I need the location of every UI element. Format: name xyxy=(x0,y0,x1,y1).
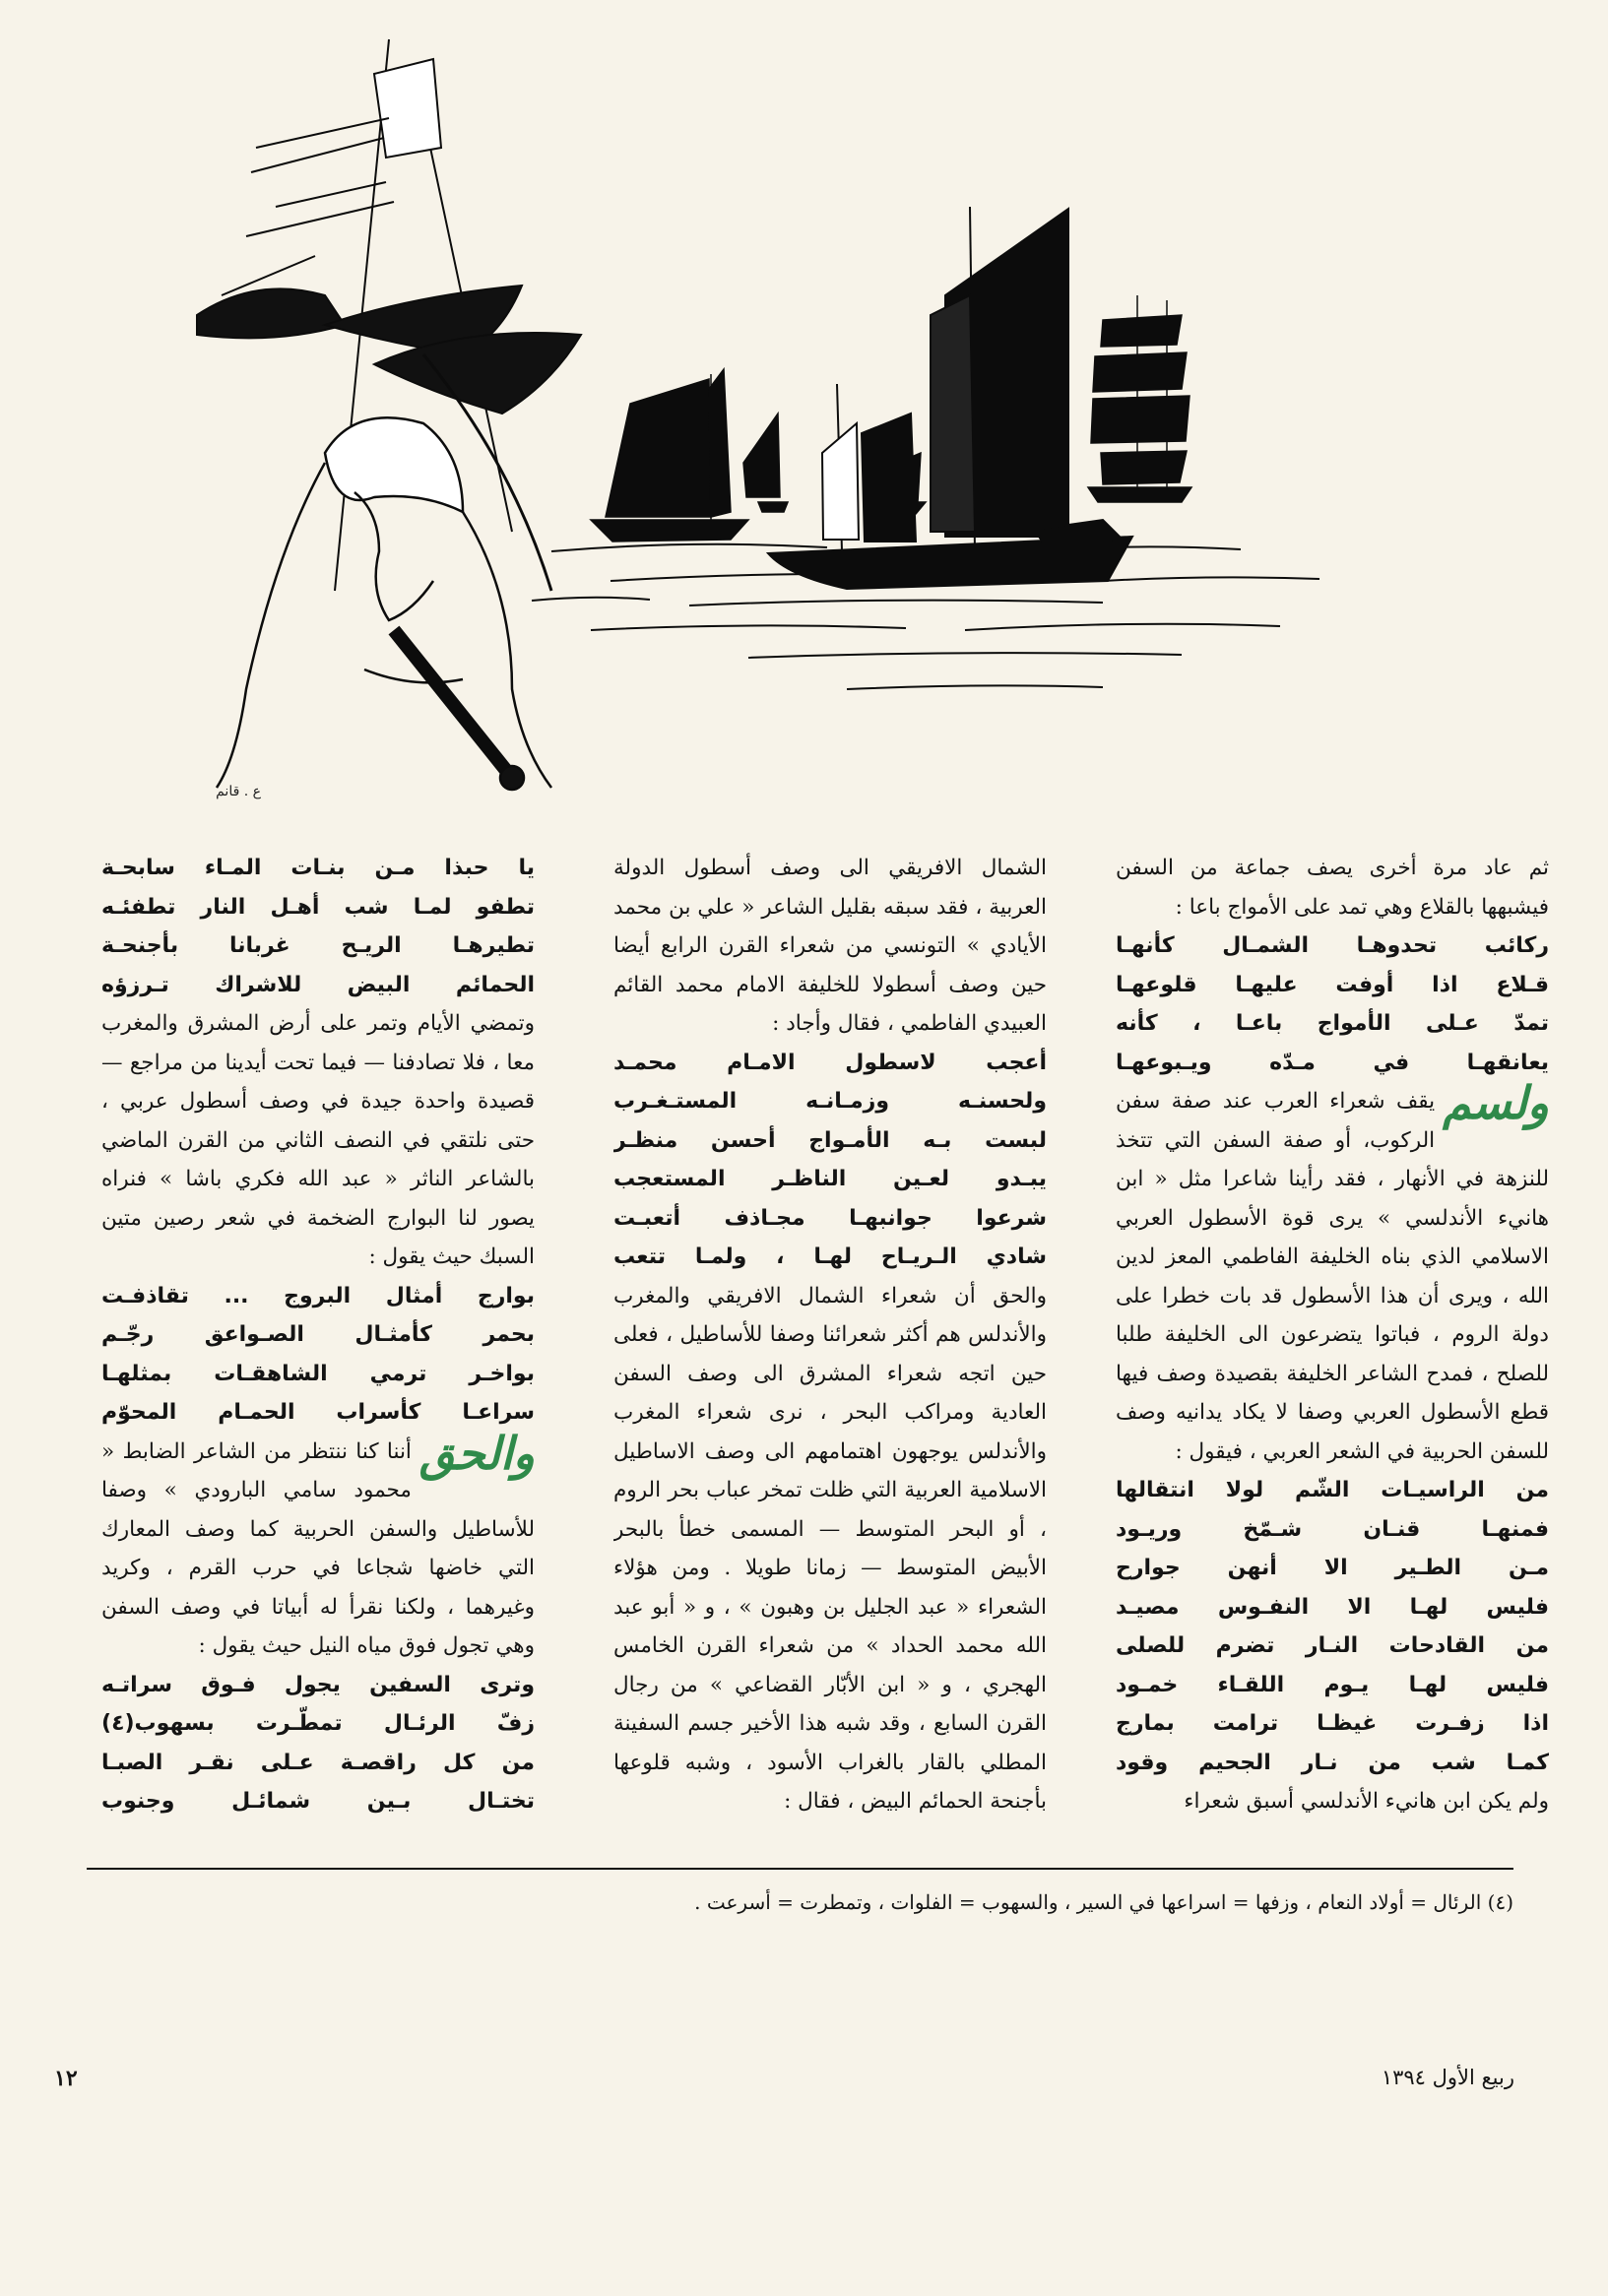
verse-text: من القادحات النـار تضرم للصلى xyxy=(1116,1633,1549,1658)
poem-verse xyxy=(101,926,535,966)
junk-ship-main xyxy=(768,207,1132,589)
verse-text: تمدّ عـلى الأمواج باعـا ، كأنه xyxy=(1116,1011,1549,1036)
verse-text: الحمائم البيض للاشراك تـرزؤه xyxy=(101,972,535,997)
poem-verse xyxy=(1116,1549,1549,1588)
footnote: (٤) الرئال = أولاد النعام ، وزفها = اسراعها في السير ، والسهوب = الفلوات ، وتمطرت = أسرعت . xyxy=(694,1890,1513,1914)
poem-verse xyxy=(1116,1744,1549,1783)
poem-verse xyxy=(1116,1044,1549,1083)
poem-verse xyxy=(1116,1004,1549,1044)
verse-text: يعانقهـا في مـدّه ويـبوعهـا xyxy=(1116,1050,1549,1075)
verse-text: من الراسيـات الشّم لولا انتقالها xyxy=(1116,1478,1549,1502)
drop-cap: والحق xyxy=(418,1426,535,1480)
poem-verse xyxy=(613,1121,1047,1161)
poem-verse xyxy=(101,966,535,1005)
verse-text: تطفو لمـا شب أهـل النار تطفئـه xyxy=(101,894,535,920)
drop-cap: ولسم xyxy=(1443,1076,1549,1129)
ships-illustration xyxy=(0,0,1608,807)
paragraph xyxy=(1116,1782,1549,1821)
verse-text: شادي الـريـاح لهـا ، ولمـا تتعب xyxy=(613,1244,1047,1269)
poem-verse xyxy=(101,1704,535,1744)
page-number: ١٢ xyxy=(54,2066,78,2091)
verse-text: بواخـر ترمي الشاهقـات بمثلهـا xyxy=(101,1361,535,1386)
paragraph xyxy=(101,1004,535,1277)
poem-verse xyxy=(613,1044,1047,1083)
poem-verse xyxy=(1116,1666,1549,1705)
verse-text: بوارج أمثال البروج ... تقاذفـت xyxy=(101,1283,535,1308)
verse-text: لبست بـه الأمـواج أحسن منظـر xyxy=(613,1127,1047,1153)
verse-text: وترى السفين يجول فـوق سراتـه xyxy=(101,1672,535,1697)
paragraph xyxy=(613,849,1047,1044)
verse-text: اذا زفـرت غيظـا ترامت بمارج xyxy=(1116,1711,1549,1736)
poem-verse xyxy=(613,1160,1047,1199)
verse-text: قـلاع اذا أوفت عليهـا قلوعهـا xyxy=(1116,972,1549,997)
distant-ship xyxy=(1088,295,1191,502)
poem-verse xyxy=(1116,1626,1549,1666)
poem-verse xyxy=(1116,1471,1549,1510)
verse-text: أعجب لاسطول الامـام محمـد xyxy=(613,1050,1047,1075)
illustration-signature: ع . قانم xyxy=(216,784,261,799)
poem-verse xyxy=(101,1744,535,1783)
paragraph-text: ولم يكن ابن هانيء الأندلسي أسبق شعراء xyxy=(1184,1789,1549,1814)
verse-text: سراعـا كأسراب الحمـام المحوّم xyxy=(101,1400,535,1425)
poem-verse xyxy=(1116,1588,1549,1627)
paragraph xyxy=(613,1277,1047,1821)
poem-verse xyxy=(613,1082,1047,1121)
issue-date: ربيع الأول ١٣٩٤ xyxy=(1381,2066,1514,2089)
paragraph xyxy=(101,1426,535,1666)
verse-text: شرعوا جوانبهـا مجـاذف أتعبـت xyxy=(613,1205,1047,1231)
poem-verse xyxy=(613,1238,1047,1277)
verse-text: كمـا شب من نـار الجحيم وقود xyxy=(1116,1750,1549,1775)
verse-text: تختـال بـين شمائـل وجنوب xyxy=(101,1789,535,1814)
poem-verse xyxy=(1116,1704,1549,1744)
poem-verse xyxy=(1116,966,1549,1005)
poem-verse xyxy=(613,1199,1047,1239)
poem-verse xyxy=(101,1277,535,1316)
poem-verse xyxy=(1116,926,1549,966)
paragraph-text: الشمال الافريقي الى وصف أسطول الدولة العربية ، فقد سبقه بقليل الشاعر « علي بن محمد الأيادي » التونسي من شعراء القرن الرابع أيضا حين وصف أسطولا للخليفة الامام محمد القائم العبيدي الفاطمي ، فقال وأجاد : xyxy=(613,856,1047,1036)
poem-verse xyxy=(101,1782,535,1821)
verse-text: ركائب تحدوهـا الشمـال كأنهـا xyxy=(1116,933,1549,958)
verse-text: فليس لهـا الا النفـوس مصيـد xyxy=(1116,1594,1549,1620)
verse-text: بحمر كأمثـال الصـواعق رجّـم xyxy=(101,1322,535,1347)
poem-verse xyxy=(101,1315,535,1355)
paragraph-text: أننا كنا ننتظر من الشاعر الضابط « محمود سامي البارودي » وصفا للأساطيل والسفن الحربية كما وصف المعارك التي خاضها شجاعا في حرب القرم ، وكريد وغيرهما ، ولكنا نقرأ له أبياتا في وصف السفن وهي تجول فوق مياه النيل حيث يقول : xyxy=(101,1438,535,1658)
column-middle xyxy=(613,849,1047,2296)
column-left xyxy=(101,849,535,2296)
paragraph xyxy=(1116,849,1549,926)
paragraph-text: وتمضي الأيام وتمر على أرض المشرق والمغرب معا ، فلا تصادفنا — فيما تحت أيدينا من مراجع — قصيدة واحدة جيدة في وصف أسطول عربي ، حتى نلتقي في النصف الثاني من القرن الماضي بالشاعر الناثر « عبد الله فكري باشا » فنراه يصور لنا البوارج الضخمة في شعر رصين متين السبك حيث يقول : xyxy=(101,1011,535,1269)
verse-text: فمنهـا قنـان شـمّخ وريـود xyxy=(1116,1516,1549,1542)
poem-verse xyxy=(1116,1510,1549,1550)
poem-verse xyxy=(101,1393,535,1433)
verse-text: يبـدو لعـين الناظـر المستعجب xyxy=(613,1167,1047,1191)
paragraph xyxy=(1116,1076,1549,1471)
paragraph-text: والحق أن شعراء الشمال الافريقي والمغرب والأندلس هم أكثر شعرائنا وصفا للأساطيل ، فعلى حين اتجه شعراء المشرق الى وصف السفن العادية ومراكب البحر ، نرى شعراء المغرب والأندلس يوجهون اهتمامهم الى وصف الاساطيل الاسلامية العربية التي ظلت تمخر عباب بحر الروم ، أو البحر المتوسط — المسمى خطأ بالبحر الأبيض المتوسط — زمانا طويلا . ومن هؤلاء الشعراء « عبد الجليل بن وهبون » ، و « أبو عبد الله محمد الحداد » من شعراء القرن الخامس الهجري ، و « ابن الأبّار القضاعي » من رجال القرن السابع ، وقد شبه هذا الأخير جسم السفينة المطلي بالقار بالغراب الأسود ، وشبه قلوعها بأجنحة الحمائم البيض ، فقال : xyxy=(613,1283,1047,1814)
poem-verse xyxy=(101,888,535,927)
verse-text: مـن الطـير الا أنهن جوارح xyxy=(1116,1556,1549,1580)
poem-verse xyxy=(101,1666,535,1705)
tall-ship-rigging xyxy=(197,39,581,591)
verse-text: زفّ الرئـال تمطّـرت بسهوب(٤) xyxy=(101,1711,535,1736)
footnote-divider xyxy=(87,1868,1513,1870)
verse-text: تطيرهـا الريـح غربانا بأجنحـة xyxy=(101,933,535,958)
verse-text: يا حبذا مـن بنـات المـاء سابحـة xyxy=(101,856,535,880)
verse-text: من كل راقصـة عـلى نقـر الصبـا xyxy=(101,1750,535,1775)
poem-verse xyxy=(101,1355,535,1394)
verse-text: فليس لهـا يـوم اللقـاء خمـود xyxy=(1116,1672,1549,1697)
paragraph-text: ثم عاد مرة أخرى يصف جماعة من السفن فيشبهها بالقلاع وهي تمد على الأمواج باعا : xyxy=(1116,856,1549,920)
poem-verse xyxy=(101,849,535,888)
paragraph-text: يقف شعراء العرب عند صفة سفن الركوب، أو صفة السفن التي تتخذ للنزهة في الأنهار ، فقد رأينا شاعرا مثل « ابن هانيء الأندلسي » يرى قوة الأسطول العربي الاسلامي الذي بناه الخليفة الفاطمي المعز لدين الله ، ويرى أن هذا الأسطول قد بات خطرا على دولة الروم ، فباتوا يتضرعون الى الخليفة طلبا للصلح ، فمدح الشاعر الخليفة بقصيدة وصف فيها قطع الأسطول العربي وصفا لا يكاد يدانيه وصف للسفن الحربية في الشعر العربي ، فيقول : xyxy=(1116,1089,1549,1464)
junk-ship-left xyxy=(591,369,748,542)
verse-text: ولحسنـه وزمـانـه المستـغـرب xyxy=(613,1089,1047,1114)
